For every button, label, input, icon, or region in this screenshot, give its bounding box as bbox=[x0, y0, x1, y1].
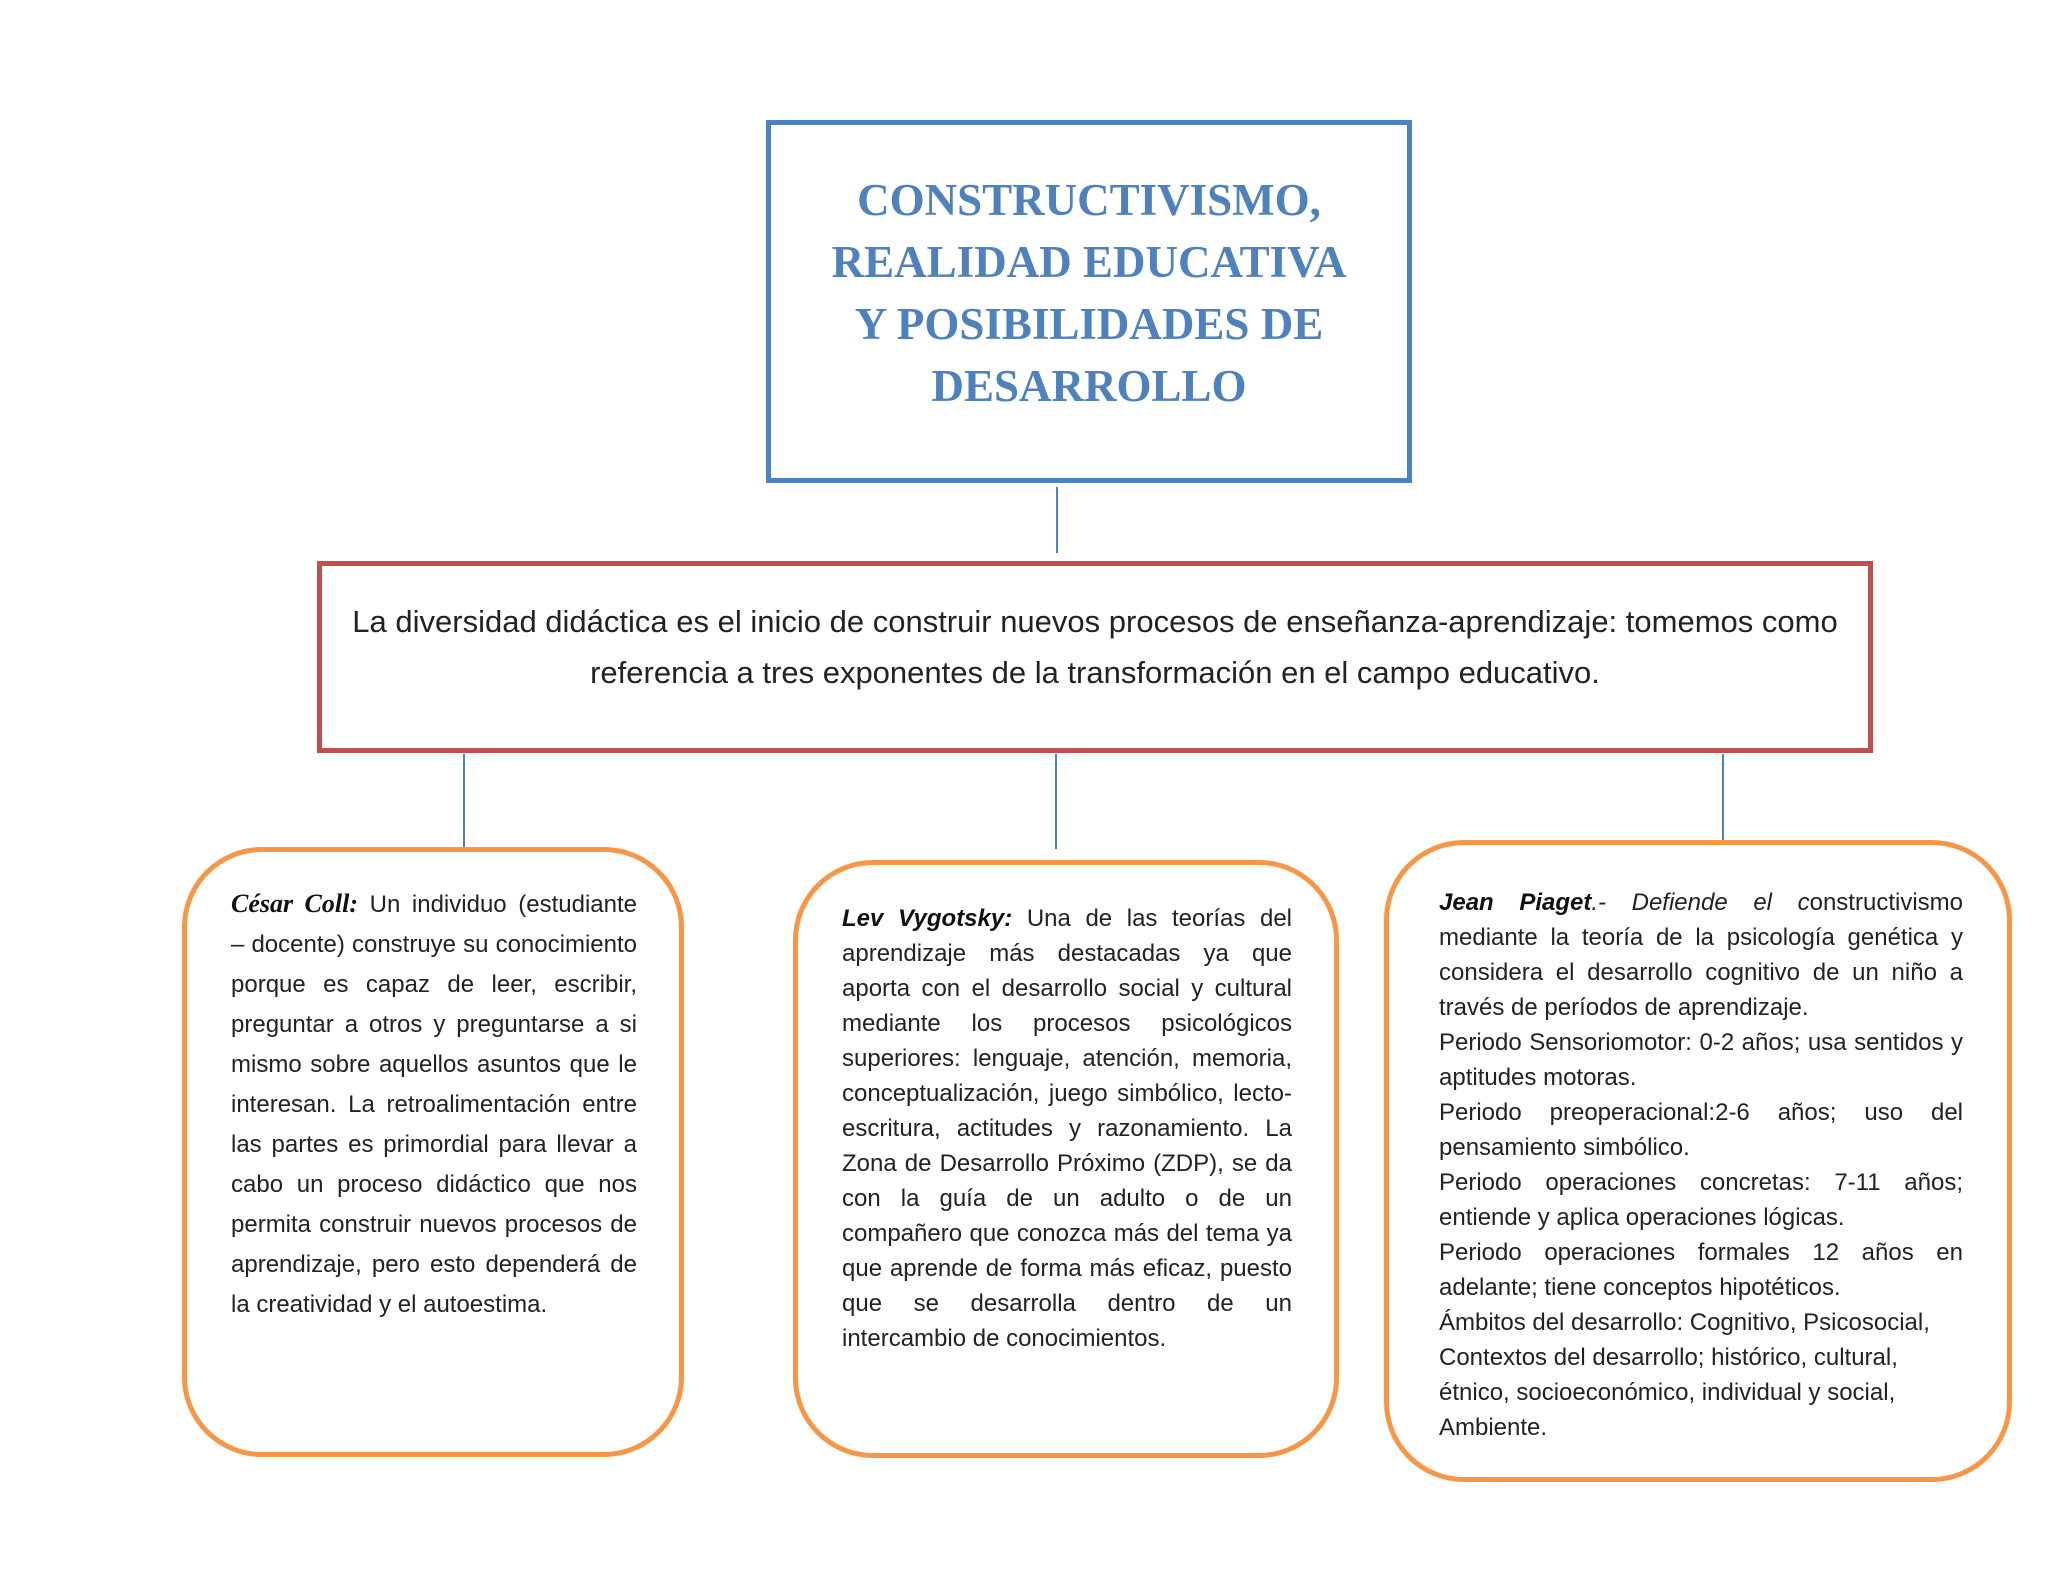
author-name: Jean Piaget bbox=[1439, 889, 1592, 916]
card-body bbox=[231, 884, 637, 1325]
period-item: Periodo Sensoriomotor: 0-2 años; usa sentidos y aptitudes motoras. bbox=[1439, 1029, 1963, 1091]
closing-line: étnico, socioeconómico, individual y social, bbox=[1439, 1379, 1896, 1406]
author-separator: .- bbox=[1591, 889, 1632, 916]
card-text: Una de las teorías del aprendizaje más destacadas ya que aporta con el desarrollo social y cultural mediante los procesos psicológicos superiores: lenguaje, atención, memoria, conceptualización, juego simbólico, lecto-escritura, actitudes y razonamiento. La Zona de Desarrollo Próximo (ZDP), se da con la guía de un adulto o de un compañero que conozca más del tema ya que aprende de forma más eficaz, puesto que se desarrolla dentro de un intercambio de conocimientos. bbox=[842, 905, 1293, 1352]
connector-title-intro bbox=[1056, 487, 1058, 553]
card-lev-vygotsky bbox=[793, 860, 1339, 1458]
period-item: Periodo preoperacional:2-6 años; uso del pensamiento simbólico. bbox=[1439, 1099, 1963, 1161]
connector-intro-piaget bbox=[1722, 754, 1724, 840]
intro-text: La diversidad didáctica es el inicio de construir nuevos procesos de enseñanza-aprendizaje: tomemos como referencia a tres exponentes de la transformación en el campo educativo. bbox=[352, 604, 1838, 690]
card-body bbox=[1439, 885, 1963, 1445]
author-name: César Coll: bbox=[231, 889, 359, 918]
closing-line: Ámbitos del desarrollo: Cognitivo, Psicosocial, bbox=[1439, 1309, 1930, 1336]
card-text: Un individuo (estudiante – docente) construye su conocimiento porque es capaz de leer, escribir, preguntar a otros y preguntarse a si mismo sobre aquellos asuntos que le interesan. La retroalimentación entre las partes es primordial para llevar a cabo un proceso didáctico que nos permita construir nuevos procesos de aprendizaje, pero esto dependerá de la creatividad y el autoestima. bbox=[231, 891, 637, 1318]
connector-intro-coll bbox=[463, 754, 465, 849]
period-item: Periodo operaciones concretas: 7-11 años; entiende y aplica operaciones lógicas. bbox=[1439, 1169, 1963, 1231]
diagram-title: CONSTRUCTIVISMO, REALIDAD EDUCATIVA Y POSIBILIDADES DE DESARROLLO bbox=[831, 174, 1347, 411]
card-body bbox=[842, 901, 1292, 1356]
intro-box bbox=[317, 561, 1873, 753]
intro-text: onstructivismo mediante la teoría de la psicología genética y considera el desarrollo cognitivo de un niño a través de períodos de aprendizaje. bbox=[1439, 889, 1963, 1021]
card-jean-piaget bbox=[1384, 840, 2012, 1482]
connector-intro-vygotsky bbox=[1055, 754, 1057, 849]
card-cesar-coll bbox=[182, 847, 684, 1457]
title-box bbox=[766, 120, 1412, 483]
italic-lead: Defiende el c bbox=[1631, 889, 1810, 916]
author-name: Lev Vygotsky: bbox=[842, 905, 1013, 932]
piaget-intro bbox=[1439, 885, 1963, 1025]
period-item: Periodo operaciones formales 12 años en adelante; tiene conceptos hipotéticos. bbox=[1439, 1239, 1963, 1301]
closing-line: Contextos del desarrollo; histórico, cultural, bbox=[1439, 1344, 1898, 1371]
closing-line: Ambiente. bbox=[1439, 1414, 1548, 1441]
